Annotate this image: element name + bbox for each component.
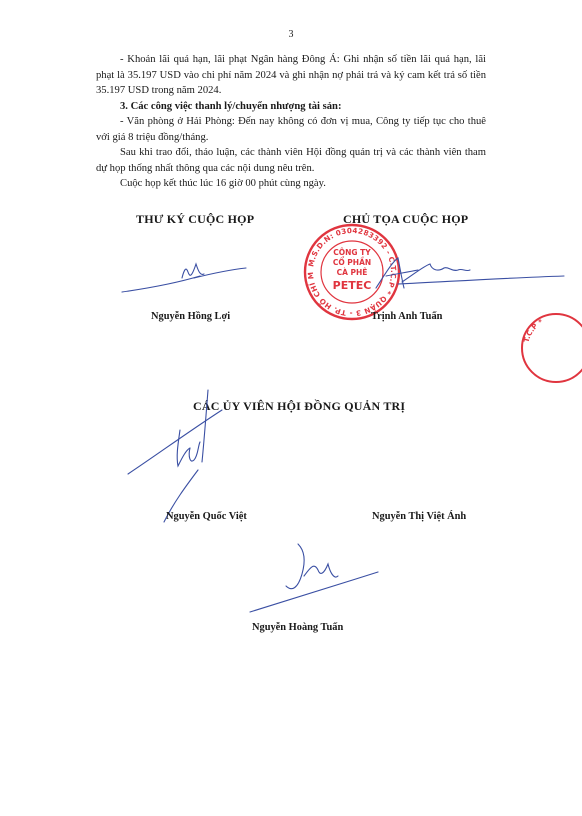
member1-signature-strokes — [128, 390, 222, 522]
secretary-signature — [120, 258, 250, 298]
secretary-title: THƯ KÝ CUỘC HỌP — [136, 212, 255, 226]
partial-stamp-text: T.C.P * — [522, 317, 545, 344]
member3-signature — [238, 540, 380, 620]
page-number: 3 — [288, 29, 294, 40]
chair-signature — [372, 252, 567, 300]
chair-signature-strokes — [376, 258, 564, 288]
board-members-title: CÁC ỦY VIÊN HỘI ĐỒNG QUẢN TRỊ — [193, 399, 406, 413]
member3-name: Nguyễn Hoàng Tuấn — [252, 622, 344, 633]
stamp-line-4: PETEC — [332, 279, 372, 292]
stamp-ring-text: M.S.D.N: 0304283392 - C.T.C.P * QUẬN 3 - TP. HỒ CHÍ MINH * — [298, 215, 399, 319]
stamp-line-3: CÀ PHÊ — [336, 268, 368, 277]
chair-name: Trịnh Anh Tuấn — [371, 311, 443, 322]
member2-name: Nguyễn Thị Việt Ánh — [372, 511, 467, 522]
paragraph-late-interest: - Khoản lãi quá hạn, lãi phạt Ngân hàng Đông Á: Ghi nhận số tiền lãi quá hạn, lãi phạt là 35.197 USD vào chi phí năm 2024 và ghi nhận nợ phải trả và ký cam kết trả số tiền 35.197 USD trong năm 2024. — [96, 54, 486, 96]
stamp-line-1: CÔNG TY — [333, 248, 371, 257]
secretary-signature-strokes — [122, 264, 246, 292]
member1-name: Nguyễn Quốc Việt — [166, 511, 247, 522]
partial-stamp-ring — [522, 314, 582, 382]
member1-signature — [124, 386, 254, 526]
section-3-title: 3. Các công việc thanh lý/chuyển nhượng tài sản: — [120, 101, 342, 112]
paragraph-meeting-end: Cuộc họp kết thúc lúc 16 giờ 00 phút cùng ngày. — [120, 178, 326, 189]
member3-signature-strokes — [250, 544, 378, 612]
chair-title: CHỦ TỌA CUỘC HỌP — [343, 212, 469, 226]
secretary-name: Nguyễn Hồng Lợi — [151, 311, 231, 322]
partial-stamp — [516, 308, 582, 388]
paragraph-hai-phong-office: - Văn phòng ở Hải Phòng: Đến nay không có đơn vị mua, Công ty tiếp tục cho thuê với giá 8 triệu đồng/tháng. — [96, 116, 486, 143]
stamp-line-2: CỔ PHẦN — [332, 258, 372, 267]
paragraph-discussion: Sau khi trao đổi, thảo luận, các thành viên Hội đồng quản trị và các thành viên tham dự họp thống nhất thông qua các nội dung nêu trên. — [96, 147, 486, 174]
